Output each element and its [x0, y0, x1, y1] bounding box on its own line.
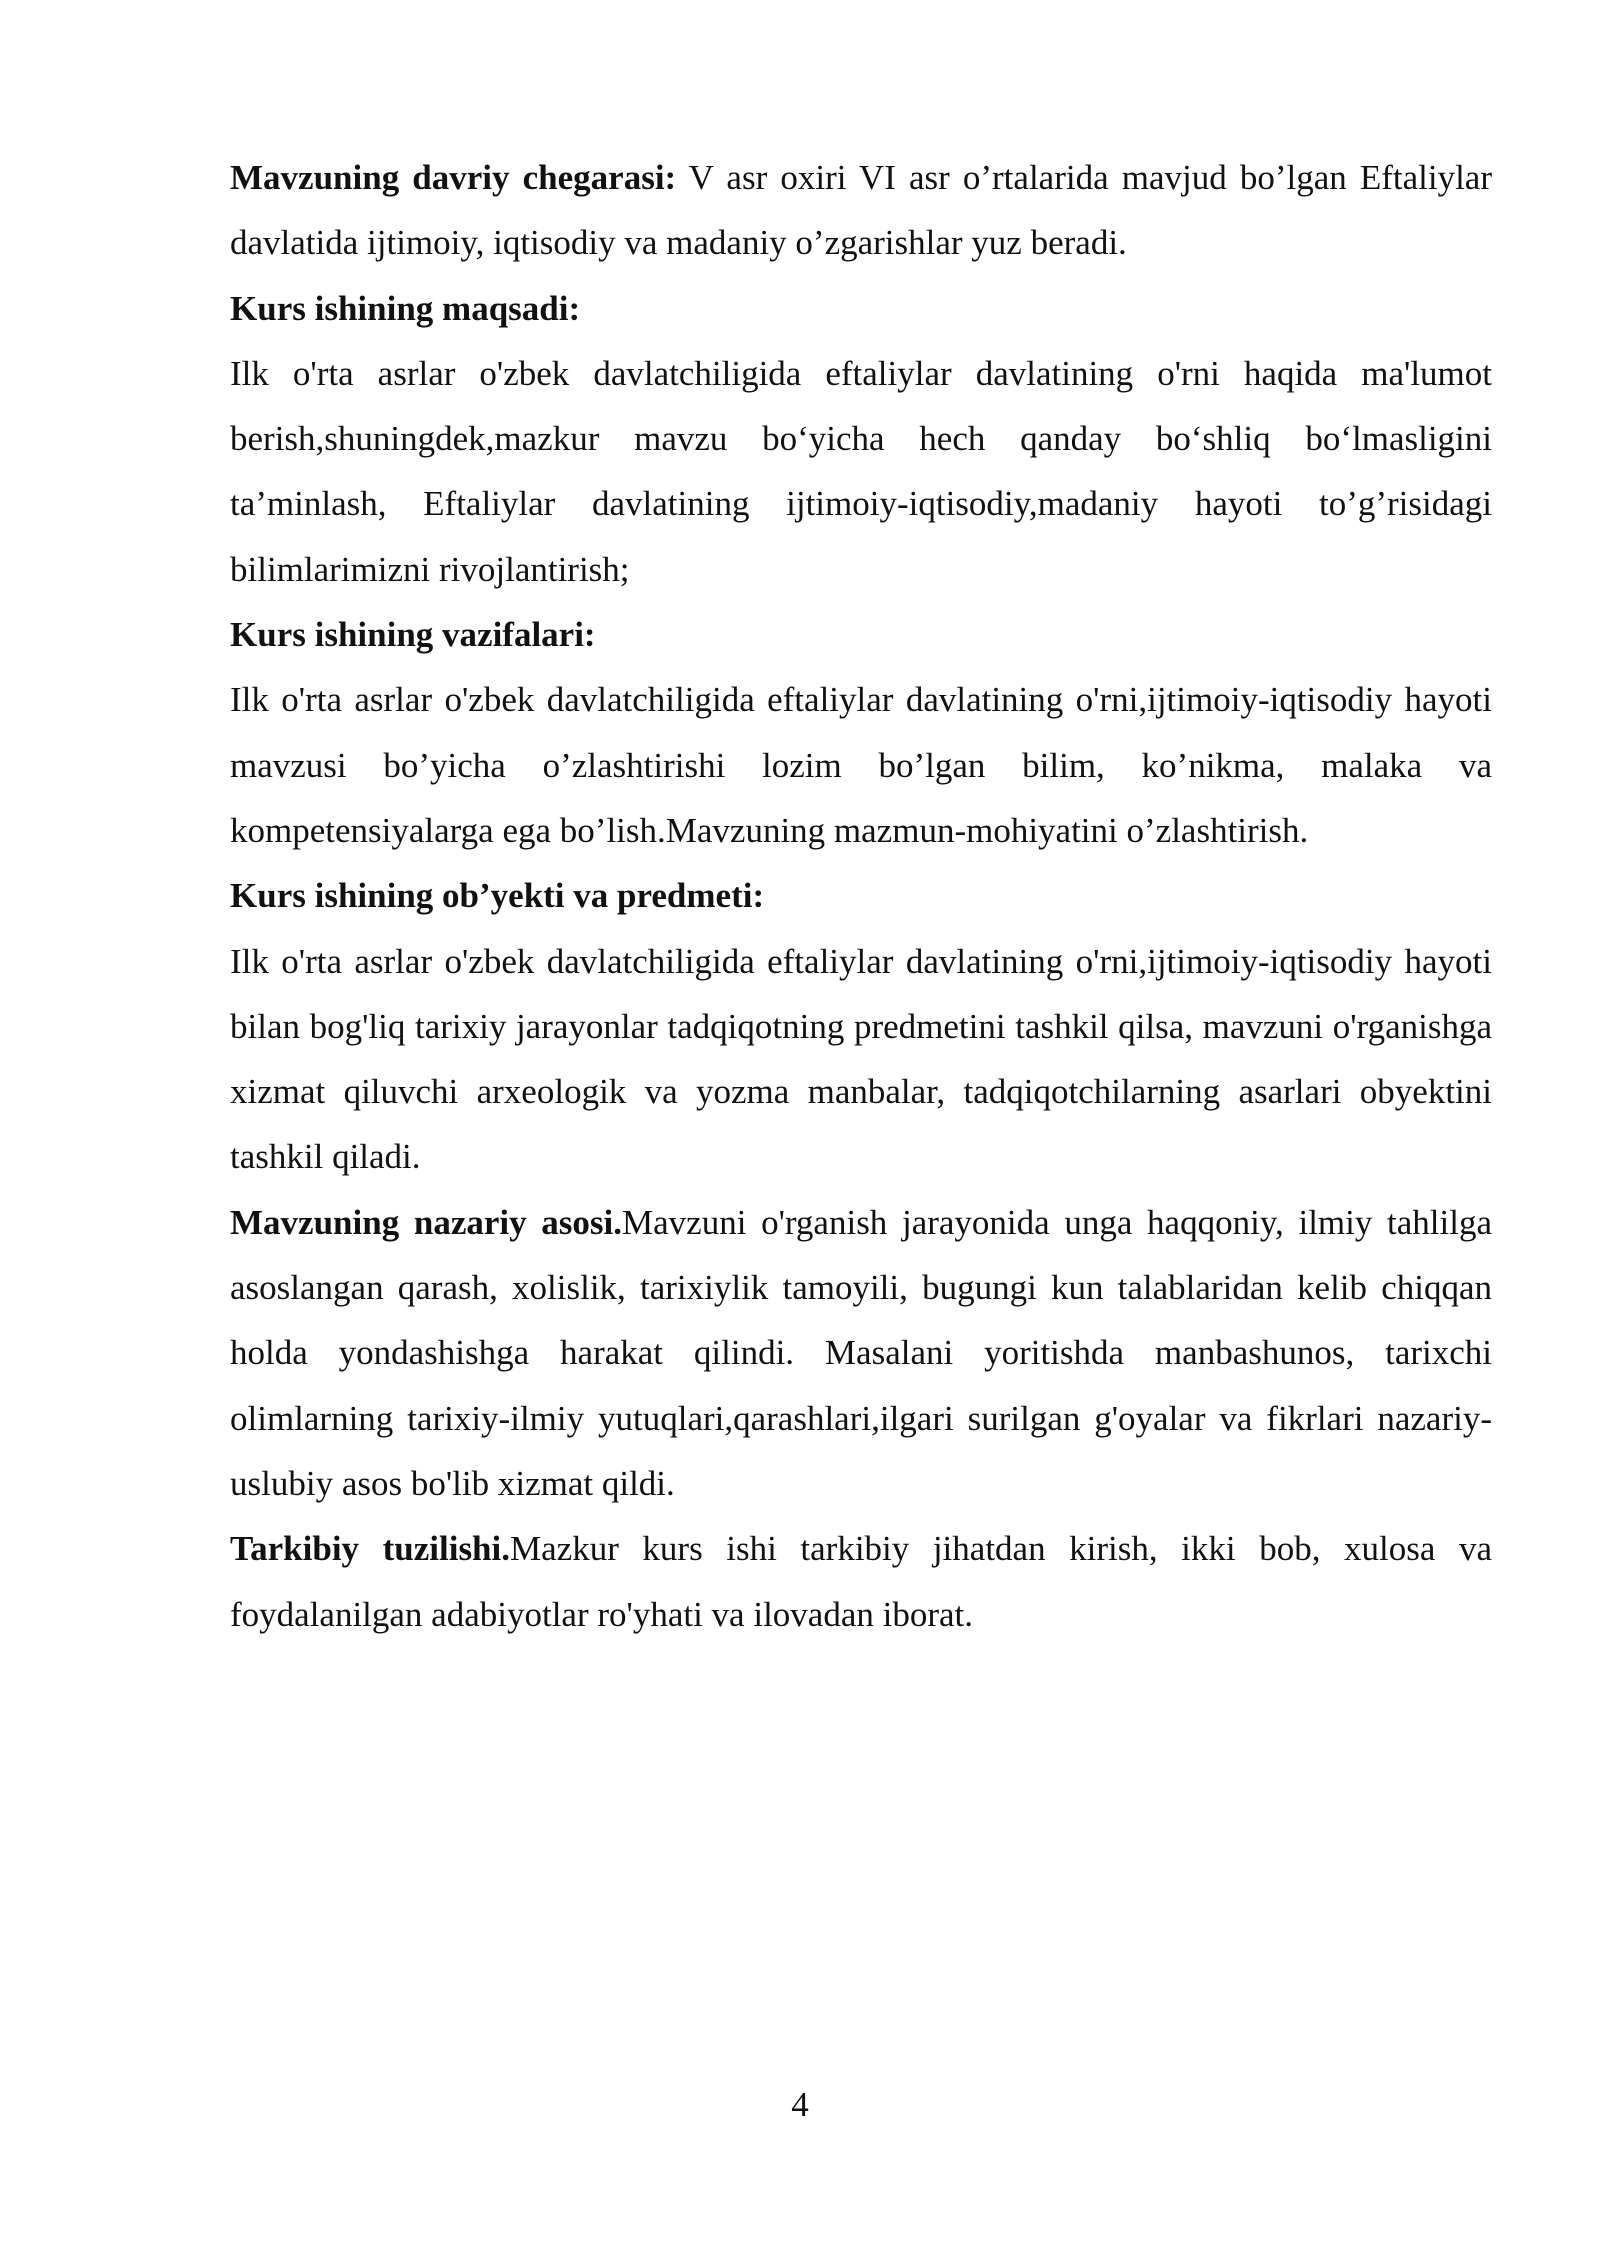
- aim-heading: Kurs ishining maqsadi:: [230, 288, 581, 328]
- structure-paragraph: [230, 1516, 1492, 1647]
- structure-lead: Tarkibiy tuzilishi.: [230, 1529, 511, 1569]
- period-paragraph: [230, 145, 1492, 276]
- theory-text: Mavzuni o'rganish jarayonida unga haqqoniy, ilmiy tahlilga asoslangan qarash, xolislik, tarixiylik tamoyili, bugungi kun talablaridan kelib chiqqan holda yondashishga harakat qilindi. Masalani yoritishda manbashunos, tarixchi olimlarning tarixiy-ilmiy yutuqlari,qarashlari,ilgari surilgan g'oyalar va fikrlari nazariy- uslubiy asos bo'lib xizmat qildi.: [230, 1202, 1492, 1503]
- object-text: Ilk o'rta asrlar o'zbek davlatchiligida eftaliylar davlatining o'rni,ijtimoiy-iqtisodiy hayoti bilan bog'liq tarixiy jarayonlar tadqiqotning predmetini tashkil qilsa, mavzuni o'rganishga xizmat qiluvchi arxeologik va yozma manbalar, tadqiqotchilarning asarlari obyektini tashkil qiladi.: [230, 941, 1492, 1177]
- aim-text: Ilk o'rta asrlar o'zbek davlatchiligida eftaliylar davlatining o'rni haqida ma'lumot berish,shuningdek,mazkur mavzu bo‘yicha hech qanday bo‘shliq bo‘lmasligini ta’minlash, Eftaliylar davlatining ijtimoiy-iqtisodiy,madaniy hayoti to’g’risidagi bilimlarimizni rivojlantirish;: [230, 353, 1492, 589]
- period-lead: Mavzuning davriy chegarasi:: [230, 158, 677, 197]
- period-text: V asr oxiri VI asr o’rtalarida mavjud bo’lgan Eftaliylar davlatida ijtimoiy, iqtisodiy va madaniy o’zgarishlar yuz beradi.: [230, 158, 1492, 263]
- tasks-text: Ilk o'rta asrlar o'zbek davlatchiligida eftaliylar davlatining o'rni,ijtimoiy-iqtisodiy hayoti mavzusi bo’yicha o’zlashtirishi lozim bo’lgan bilim, ko’nikma, malaka va kompetensiyalarga ega bo’lish.Mavzuning mazmun-mohiyatini o’zlashtirish.: [230, 680, 1492, 850]
- object-heading: Kurs ishining ob’yekti va predmeti:: [230, 876, 765, 916]
- structure-text: Mazkur kurs ishi tarkibiy jihatdan kirish, ikki bob, xulosa va foydalanilgan adabiyotlar ro'yhati va ilovadan iborat.: [230, 1529, 1493, 1634]
- page-number: 4: [791, 2085, 809, 2124]
- document-page: [230, 145, 1492, 1647]
- theory-lead: Mavzuning nazariy asosi.: [230, 1202, 623, 1242]
- theory-paragraph: [230, 1190, 1492, 1516]
- tasks-heading: Kurs ishining vazifalari:: [230, 615, 596, 655]
